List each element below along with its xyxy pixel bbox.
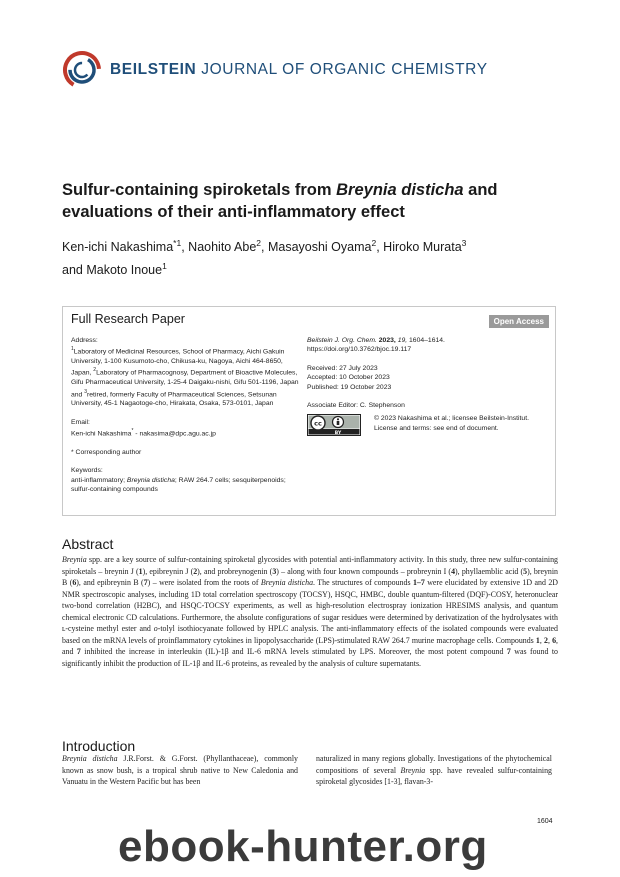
article-info-box (62, 306, 556, 516)
received-date: Received: 27 July 2023 (307, 364, 378, 372)
abstract-heading: Abstract (62, 536, 114, 552)
affil-2-marker: 2 (93, 367, 97, 374)
license-row (307, 414, 547, 436)
license-text (374, 414, 529, 433)
author-5[interactable]: and Makoto Inoue (62, 263, 163, 278)
keywords-label: Keywords: (71, 467, 103, 475)
open-access-badge[interactable]: Open Access (489, 315, 549, 328)
keywords-italic: Breynia disticha (126, 476, 175, 484)
info-right-column (307, 336, 547, 436)
citation-volume: 19, (397, 337, 408, 344)
cc-by-license-icon[interactable] (307, 414, 361, 436)
svg-text:cc: cc (314, 419, 322, 428)
author-2[interactable]: , Naohito Abe (181, 240, 257, 255)
associate-editor: Associate Editor: C. Stephenson (307, 402, 405, 410)
title-part2: and evaluations of their anti-inflammatory effect (62, 181, 498, 221)
keywords-part1: anti-inflammatory; (71, 476, 127, 484)
affil-1-marker: 1 (71, 346, 74, 353)
author-3[interactable]: , Masayoshi Oyama (261, 240, 372, 255)
doi-link[interactable]: https://doi.org/10.3762/bjoc.19.117 (307, 346, 412, 354)
introduction-heading: Introduction (62, 738, 136, 754)
address-text (71, 345, 303, 408)
author-1-affil: *1 (173, 238, 182, 248)
email-line (71, 427, 303, 439)
journal-brand: BEILSTEIN (110, 61, 197, 78)
email-star: * (131, 428, 134, 435)
affil-1: Laboratory of Medicinal Resources, School of Pharmacy, Aichi Gakuin University, 1-100 Kusumoto-cho, Chikusa-ku, Nagoya, Aichi 464-8650, Japan, (71, 348, 285, 377)
intro-right-column: naturalized in many regions globally. Investigations of the phytochemical compositions of several Breynia spp. have revealed sulfur-containing spiroketal glycosides [1-3], flavan-3- (316, 754, 552, 787)
citation (307, 336, 547, 345)
author-5-affil: 1 (162, 261, 167, 272)
affil-2: Laboratory of Pharmacognosy, Department of Bioactive Molecules, Gifu Pharmaceutical University, 1-25-4 Daigaku-nishi, Gifu 501-1196, Japan and (71, 369, 299, 398)
affil-3: retired, formerly Faculty of Pharmaceutical Sciences, Setsunan University, 45-1 Nagaotoge-cho, Hirakata, Osaka, 573-0101, Japan (71, 390, 277, 408)
watermark: ebook-hunter.org (118, 822, 488, 871)
citation-year: 2023, (378, 337, 396, 344)
journal-header (62, 48, 488, 92)
paper-type: Full Research Paper (71, 312, 185, 326)
published-date: Published: 19 October 2023 (307, 383, 392, 391)
page-number: 1604 (537, 818, 553, 825)
address-label: Address: (71, 337, 98, 344)
email-author: Ken-ichi Nakashima (71, 430, 132, 438)
svg-text:BY: BY (334, 431, 342, 437)
author-3-affil: 2 (371, 238, 377, 248)
citation-pages: 1604–1614. (407, 337, 445, 344)
email-link[interactable]: - nakasima@dpc.agu.ac.jp (133, 430, 216, 438)
author-1[interactable]: Ken-ichi Nakashima (62, 240, 174, 255)
keywords-text (71, 476, 303, 495)
keywords-part2: ; RAW 264.7 cells; sesquiterpenoids; sulfur-containing compounds (71, 476, 286, 493)
email-label: Email: (71, 418, 90, 426)
abstract-text: Breynia spp. are a key source of sulfur-containing spiroketal glycosides with potential anti-inflammatory activity. In this study, three new sulfur-containing spiroketals – breynin J (1), epibreynin J (2), and probreynogenin (3) – along with four known compounds – probreynin I (4), phyllaemblic acid (5), breynin B (6), and epibreynin B (7) – were isolated from the roots of Breynia disticha. The structures of compounds 1–7 were elucidated by extensive 1D and 2D NMR spectroscopic analyses, including 1D total correlation spectroscopy (TOCSY), HSQC, HMBC, double quantum-filtered (DQF)-COSY, heteronuclear two-bond correlation (H2BC), and HSQC-TOCSY experiments, as well as high-resolution electrospray ionization HRESIMS analysis, and quantum chemical electronic CD calculations. Furthermore, the absolute configurations of sugar residues were determined by derivatization of the hydrolysates with ʟ-cysteine methyl ester and o-tolyl isothiocyanate followed by HPLC analysis. The anti-inflammatory effects of the isolated compounds were evaluated based on the mRNA levels of proinflammatory cytokines in lipopolysaccharide (LPS)-stimulated RAW 264.7 murine macrophage cells. Compounds 1, 2, 6, and 7 inhibited the increase in interleukin (IL)-1β and IL-6 mRNA levels stimulated by LPS. Moreover, the most potent compound 7 was found to significantly inhibit the production of IL-1β and IL-6 proteins, as revealed by the analysis of culture supernatants. (62, 555, 558, 668)
license-line-1: © 2023 Nakashima et al.; licensee Beilstein-Institut. (374, 415, 529, 423)
info-left-column (71, 336, 303, 494)
article-title (62, 179, 562, 223)
affil-3-marker: 3 (84, 388, 88, 395)
title-italic: Breynia disticha (336, 181, 464, 199)
author-2-affil: 2 (256, 238, 262, 248)
citation-journal: Beilstein J. Org. Chem. (307, 337, 377, 344)
author-4[interactable]: , Hiroko Murata (376, 240, 462, 255)
author-list (62, 234, 562, 280)
corresponding-note: * Corresponding author (71, 448, 142, 456)
journal-name (110, 61, 488, 79)
beilstein-logo-icon (62, 50, 102, 90)
accepted-date: Accepted: 10 October 2023 (307, 374, 390, 382)
title-part1: Sulfur-containing spiroketals from (62, 181, 337, 199)
intro-left-column: Breynia disticha J.R.Forst. & G.Forst. (Phyllanthaceae), commonly known as snow bush, is a tropical shrub native to New Caledonia and Vanuatu in the Western Pacific but has been (62, 754, 298, 787)
license-line-2[interactable]: License and terms: see end of document. (374, 424, 499, 432)
author-4-affil: 3 (461, 238, 467, 248)
journal-name-rest: JOURNAL OF ORGANIC CHEMISTRY (201, 61, 488, 78)
